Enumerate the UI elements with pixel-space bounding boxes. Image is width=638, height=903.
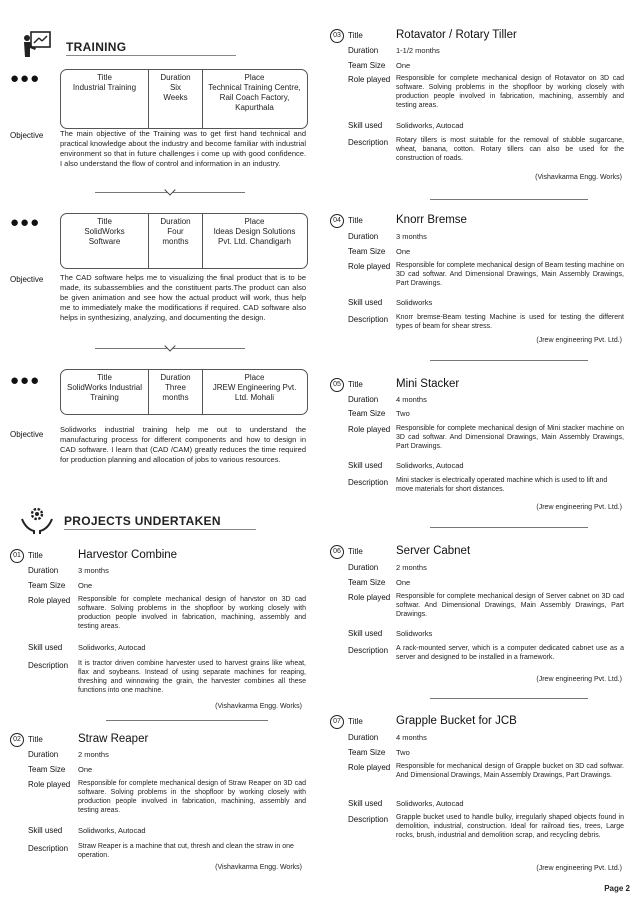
project-role: Responsible for complete mechanical design of Mini stacker machine on 3D cad softwar. And Dimensional Drawings, Main Assembly Drawings, Part Drawings. xyxy=(396,425,624,450)
training-title-label: Title xyxy=(97,73,112,82)
project-role: Responsible for complete mechanical design of Server cabnet on 3D cad softwar. And Dimensional Drawings, Main Assembly Drawings, Part Drawings. xyxy=(396,593,624,618)
project-skill: Solidworks, Autocad xyxy=(78,643,146,652)
project-role: Responsible for mechanical design of Grapple bucket on 3D cad softwar. And Dimensional Drawings, Main Assembly Drawings, Part Drawings. xyxy=(396,763,624,779)
training-card-1 xyxy=(60,69,308,129)
training-heading: TRAINING xyxy=(66,40,127,54)
project-description: Mini stacker is electrically operated machine which is used to lift and move materials for short distances. xyxy=(396,477,608,493)
project-skill: Solidworks xyxy=(396,298,433,307)
project-title: Grapple Bucket for JCB xyxy=(396,715,517,727)
training-place-label: Place xyxy=(244,373,265,382)
field-label-skill: Skill used xyxy=(28,643,63,652)
project-description: It is tractor driven combine harvester used to harvest grains like wheat, flax and soybeans. Instead of using separate machines for reaping, threshing and winnowing the grain, the harvester combines all these functions into one machine. xyxy=(78,660,306,694)
project-team: Two xyxy=(396,409,410,418)
project-title: Rotavator / Rotary Tiller xyxy=(396,29,517,41)
entry-dots-icon: ●●● xyxy=(10,214,41,231)
field-label-skill: Skill used xyxy=(348,121,383,130)
training-duration-label: Duration xyxy=(160,73,191,82)
field-label-team: Team Size xyxy=(348,409,386,418)
objective-label: Objective xyxy=(10,275,44,284)
project-duration: 4 months xyxy=(396,733,427,742)
project-team: One xyxy=(396,247,411,256)
project-role: Responsible for complete mechanical design of Beam testing machine on 3D cad softwar. And Dimensional Drawings, Main Assembly Drawings, Part Drawings. xyxy=(396,262,624,287)
training-title: SolidWorks Software xyxy=(84,227,125,246)
project-company: (Vishavkarma Engg. Works) xyxy=(535,174,622,181)
project-separator xyxy=(106,720,268,721)
field-label-role: Role played xyxy=(28,596,71,605)
field-label-title: Title xyxy=(348,717,363,726)
training-title: SolidWorks Industrial Training xyxy=(67,383,142,402)
project-team: One xyxy=(78,581,93,590)
field-label-role: Role played xyxy=(348,75,391,84)
project-company: (Jrew engineering Pvt. Ltd.) xyxy=(536,337,622,344)
project-company: (Vishavkarma Engg. Works) xyxy=(215,703,302,710)
project-skill: Solidworks, Autocad xyxy=(396,461,464,470)
field-label-desc: Description xyxy=(348,478,389,487)
projects-heading-rule xyxy=(64,529,256,530)
training-duration-label: Duration xyxy=(160,373,191,382)
objective-label: Objective xyxy=(10,131,44,140)
field-label-role: Role played xyxy=(348,763,391,772)
objective-text: Solidworks industrial training help me out to understand the manufacturing process for different components and how to design in CAD software. I learn that (CAD /CAM) greatly reduces the time required for production planning and allocation of jobs to various resources. xyxy=(60,425,306,464)
field-label-duration: Duration xyxy=(348,395,379,404)
objective-label: Objective xyxy=(10,430,44,439)
project-number-badge: 04 xyxy=(330,214,344,228)
objective-text: The CAD software helps me to visualizing the final product that is to be made, its subassemblies and the constituent parts.The product can also be given animation and see how the actual product will work, thus help me to immediately make the modifications if required. CAD software also helps in synthesizing, analyzing, and documenting the design. xyxy=(60,273,306,322)
field-label-desc: Description xyxy=(28,661,69,670)
objective-text: The main objective of the Training was to get first hand technical and practical knowledge about the industry and become familiar with industrial environment so that in future challenges i come up with good confidence. I also understand the flow of control and information in an industry. xyxy=(60,129,306,168)
project-duration: 2 months xyxy=(78,750,109,759)
field-label-team: Team Size xyxy=(28,765,66,774)
project-team: Two xyxy=(396,748,410,757)
field-label-title: Title xyxy=(28,735,43,744)
field-label-skill: Skill used xyxy=(348,298,383,307)
project-company: (Jrew engineering Pvt. Ltd.) xyxy=(536,676,622,683)
entry-dots-icon: ●●● xyxy=(10,70,41,87)
project-role: Responsible for complete mechanical design of Rotavator on 3D cad software. Solving problems in the shopfloor by working closely with production people involved in fabrication, machining, assembly and testing areas. xyxy=(396,75,624,109)
project-duration: 1-1/2 months xyxy=(396,46,440,55)
project-number-badge: 07 xyxy=(330,715,344,729)
training-heading-rule xyxy=(66,55,236,56)
field-label-title: Title xyxy=(348,547,363,556)
field-label-duration: Duration xyxy=(348,232,379,241)
entry-dots-icon: ●●● xyxy=(10,372,41,389)
project-team: One xyxy=(396,61,411,70)
field-label-duration: Duration xyxy=(348,46,379,55)
field-label-title: Title xyxy=(348,216,363,225)
project-skill: Solidworks, Autocad xyxy=(78,826,146,835)
project-separator xyxy=(430,199,588,200)
project-description: A rack-mounted server, which is a computer dedicated cabnet use as a server and designed to be installed in a framework. xyxy=(396,645,624,661)
training-place: Technical Training Centre, Rail Coach Factory, Kapurthala xyxy=(208,83,301,112)
field-label-title: Title xyxy=(28,551,43,560)
project-description: Rotary tillers is most suitable for the removal of stubble sugarcane, wheat, banana, cotton. Rotary tillers can also be used for the construction of roads. xyxy=(396,137,624,162)
project-description: Grapple bucket used to handle bulky, irregularly shaped objects found in demolition, industrial, construction. Ideal for railroad ties, trees, Large rocks, brush, industrial and demolition scrap, and recycling debris. xyxy=(396,814,624,839)
training-duration: Three months xyxy=(162,383,189,402)
training-title-label: Title xyxy=(97,373,112,382)
project-title: Mini Stacker xyxy=(396,378,460,390)
project-company: (Jrew engineering Pvt. Ltd.) xyxy=(536,865,622,872)
field-label-team: Team Size xyxy=(348,748,386,757)
training-card-2 xyxy=(60,213,308,269)
project-team: One xyxy=(396,578,411,587)
training-place-label: Place xyxy=(244,217,265,226)
field-label-duration: Duration xyxy=(348,563,379,572)
training-place: Ideas Design Solutions Pvt. Ltd. Chandigarh xyxy=(213,227,296,246)
field-label-team: Team Size xyxy=(348,578,386,587)
field-label-role: Role played xyxy=(28,780,71,789)
project-skill: Solidworks, Autocad xyxy=(396,799,464,808)
project-title: Server Cabnet xyxy=(396,545,471,557)
project-separator xyxy=(430,360,588,361)
field-label-desc: Description xyxy=(348,646,389,655)
project-skill: Solidworks, Autocad xyxy=(396,121,464,130)
training-duration-label: Duration xyxy=(160,217,191,226)
project-role: Responsible for complete mechanical design of harvstor on 3D cad software. Solving problems in the shopfloor by working closely with production people involved in fabrication, machining, assembly and testing areas. xyxy=(78,596,306,630)
field-label-skill: Skill used xyxy=(348,629,383,638)
training-place: JREW Engineering Pvt. Ltd. Mohali xyxy=(212,383,297,402)
field-label-team: Team Size xyxy=(348,61,386,70)
field-label-role: Role played xyxy=(348,593,391,602)
field-label-duration: Duration xyxy=(28,566,59,575)
project-team: One xyxy=(78,765,93,774)
field-label-desc: Description xyxy=(348,315,389,324)
project-number-badge: 05 xyxy=(330,378,344,392)
training-title-label: Title xyxy=(97,217,112,226)
field-label-duration: Duration xyxy=(348,733,379,742)
field-label-title: Title xyxy=(348,380,363,389)
project-number-badge: 06 xyxy=(330,545,344,559)
project-separator xyxy=(430,698,588,699)
field-label-skill: Skill used xyxy=(28,826,63,835)
training-title: Industrial Training xyxy=(72,83,137,92)
field-label-role: Role played xyxy=(348,425,391,434)
training-duration: Six Weeks xyxy=(163,83,188,102)
project-separator xyxy=(430,527,588,528)
project-title: Harvestor Combine xyxy=(78,549,178,561)
field-label-desc: Description xyxy=(28,844,69,853)
project-description: Knorr bremse-Beam testing Machine is used for testing the different types of beam for shear stress. xyxy=(396,314,624,330)
project-number-badge: 01 xyxy=(10,549,24,563)
project-duration: 3 months xyxy=(396,232,427,241)
field-label-team: Team Size xyxy=(348,247,386,256)
gear-hands-icon xyxy=(20,505,54,535)
field-label-desc: Description xyxy=(348,815,389,824)
field-label-duration: Duration xyxy=(28,750,59,759)
presentation-board-icon xyxy=(22,30,52,58)
projects-heading: PROJECTS UNDERTAKEN xyxy=(64,514,221,528)
project-company: (Jrew engineering Pvt. Ltd.) xyxy=(536,504,622,511)
field-label-skill: Skill used xyxy=(348,799,383,808)
training-duration: Four months xyxy=(162,227,189,246)
project-duration: 3 months xyxy=(78,566,109,575)
project-number-badge: 03 xyxy=(330,29,344,43)
project-description: Straw Reaper is a machine that cut, thresh and clean the straw in one operation. xyxy=(78,843,294,859)
project-company: (Vishavkarma Engg. Works) xyxy=(215,864,302,871)
field-label-team: Team Size xyxy=(28,581,66,590)
project-role: Responsible for complete mechanical design of Straw Reaper on 3D cad software. Solving problems in the shopfloor by working closely with production people involved in fabrication, machining, assembly and testing areas. xyxy=(78,780,306,814)
field-label-desc: Description xyxy=(348,138,389,147)
training-place-label: Place xyxy=(244,73,265,82)
project-skill: Solidworks xyxy=(396,629,433,638)
project-duration: 2 months xyxy=(396,563,427,572)
project-number-badge: 02 xyxy=(10,733,24,747)
field-label-title: Title xyxy=(348,31,363,40)
training-card-3 xyxy=(60,369,308,415)
project-duration: 4 months xyxy=(396,395,427,404)
field-label-skill: Skill used xyxy=(348,461,383,470)
project-title: Knorr Bremse xyxy=(396,214,467,226)
project-title: Straw Reaper xyxy=(78,733,149,745)
page-number: Page 2 xyxy=(604,884,630,893)
field-label-role: Role played xyxy=(348,262,391,271)
